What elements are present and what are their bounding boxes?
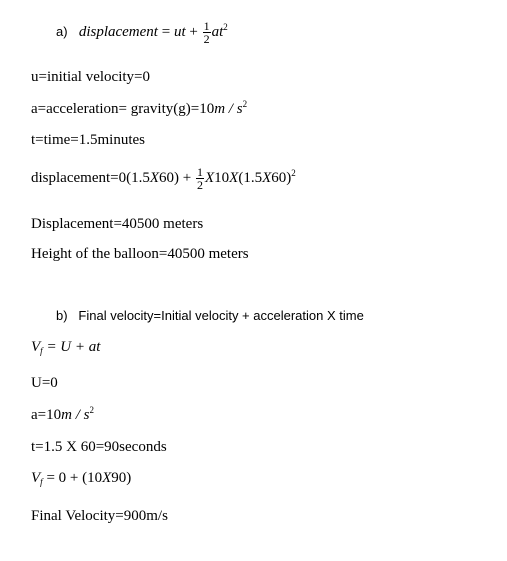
- disp-text-4: 60): [271, 169, 292, 186]
- part-b-title: Final velocity=Initial velocity + acceleration X time: [78, 308, 364, 323]
- formula-exponent: 2: [223, 21, 228, 32]
- fraction-numerator: 1: [203, 19, 210, 33]
- formula-at: at: [211, 23, 224, 40]
- disp-times-2: X: [204, 169, 215, 186]
- acceleration-unit-exponent: 2: [242, 99, 248, 109]
- initial-velocity-b: U=0: [31, 375, 58, 391]
- acceleration-b: [31, 405, 94, 424]
- initial-velocity-line: u=initial velocity=0: [31, 69, 150, 85]
- part-b-label: b): [56, 308, 68, 323]
- disp-times-4: X: [262, 169, 272, 186]
- acceleration-b-unit: m / s: [61, 407, 90, 423]
- disp-exponent: 2: [291, 167, 296, 178]
- disp-times-3: X: [229, 169, 239, 186]
- disp-text-1: displacement=0(1.5: [31, 169, 150, 186]
- formula-equals: =: [157, 23, 174, 40]
- acceleration-unit: m / s: [214, 101, 243, 117]
- acceleration-line: [31, 99, 247, 118]
- vf-calc-text-1: = 0 + (10: [42, 470, 103, 486]
- disp-text-3: (1.5: [238, 169, 263, 186]
- part-a-label: a): [56, 23, 68, 39]
- vf-subscript: f: [40, 346, 43, 356]
- vf-calc-subscript: f: [40, 477, 43, 487]
- vf-calc-text-2: 90): [111, 470, 132, 486]
- displacement-result: Displacement=40500 meters: [31, 216, 204, 232]
- part-b-heading: [56, 308, 364, 323]
- acceleration-b-exponent: 2: [89, 405, 94, 415]
- formula-plus: +: [185, 23, 202, 40]
- displacement-calc-line: [31, 166, 296, 191]
- formula-displacement: displacement: [78, 23, 158, 40]
- acceleration-text: a=acceleration= gravity(g)=10: [31, 101, 215, 117]
- vf-calc-times: X: [102, 470, 112, 486]
- vf-calc-symbol: V: [31, 470, 41, 486]
- time-b: t=1.5 X 60=90seconds: [31, 439, 167, 455]
- final-velocity: Final Velocity=900m/s: [31, 508, 168, 524]
- disp-fraction-numerator: 1: [196, 165, 203, 179]
- disp-times-1: X: [149, 169, 160, 186]
- disp-text-2: 60) +: [159, 169, 195, 186]
- formula-ut: ut: [173, 23, 186, 40]
- disp-ten: 10: [214, 169, 230, 186]
- fraction-denominator: 2: [203, 32, 210, 46]
- fraction-half: [203, 20, 211, 45]
- part-a-formula: [56, 20, 228, 45]
- acceleration-b-text: a=10: [31, 407, 62, 423]
- balloon-height: Height of the balloon=40500 meters: [31, 246, 249, 262]
- time-line: t=time=1.5minutes: [31, 132, 145, 148]
- velocity-formula: [31, 339, 100, 356]
- vf-formula-rest: = U + at: [42, 339, 101, 355]
- disp-fraction-half: [196, 166, 204, 191]
- disp-fraction-denominator: 2: [196, 178, 203, 192]
- vf-symbol: V: [31, 339, 41, 355]
- vf-calc-line: [31, 470, 131, 487]
